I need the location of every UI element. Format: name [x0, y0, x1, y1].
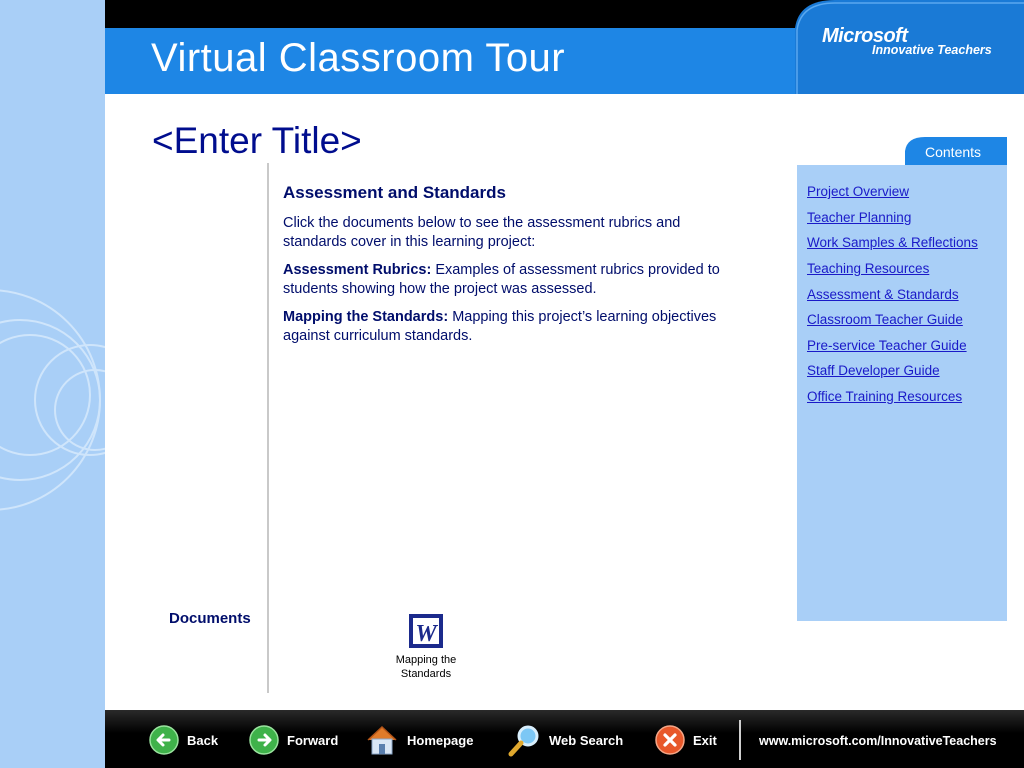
vertical-divider — [267, 163, 269, 693]
microsoft-logo: Microsoft — [822, 25, 908, 47]
homepage-button[interactable] — [365, 722, 473, 758]
exit-x-icon — [655, 725, 685, 755]
web-search-label: Web Search — [549, 732, 624, 748]
mapping-text: Mapping this project’s learning objectives against curriculum standards. — [283, 309, 717, 344]
word-document-icon[interactable] — [409, 614, 443, 648]
brand-subtitle: Innovative Teachers — [872, 43, 992, 57]
search-icon — [507, 723, 541, 757]
back-arrow-icon — [149, 725, 179, 755]
nav-link-project-overview[interactable]: Project Overview — [807, 184, 910, 199]
nav-link-teacher-planning[interactable]: Teacher Planning — [807, 210, 912, 225]
circles-decoration-icon — [0, 0, 105, 768]
nav-link-classroom-teacher-guide[interactable]: Classroom Teacher Guide — [807, 312, 963, 327]
back-label: Back — [187, 732, 219, 748]
web-search-button[interactable] — [507, 722, 623, 758]
footer-separator — [739, 720, 741, 760]
banner-title: Virtual Classroom Tour — [151, 36, 566, 80]
svg-text:W: W — [415, 621, 437, 647]
home-icon — [365, 724, 399, 756]
caption-line-1: Mapping the — [395, 654, 457, 666]
forward-arrow-icon — [249, 725, 279, 755]
nav-link-office-training-resources[interactable]: Office Training Resources — [807, 389, 963, 404]
rubrics-label: Assessment Rubrics: — [283, 262, 432, 278]
page-title: <Enter Title> — [152, 120, 362, 161]
documents-label: Documents — [169, 610, 251, 627]
forward-label: Forward — [287, 732, 339, 748]
nav-link-work-samples[interactable]: Work Samples & Reflections — [807, 235, 978, 250]
mapping-label: Mapping the Standards: — [283, 309, 449, 325]
nav-link-teaching-resources[interactable]: Teaching Resources — [807, 261, 930, 276]
intro-paragraph: Click the documents below to see the assessment rubrics and standards cover in this learning project: — [283, 215, 681, 250]
rubrics-text: Examples of assessment rubrics provided to students showing how the project was assessed. — [283, 262, 720, 297]
contents-tab-label: Contents — [925, 144, 982, 160]
back-button[interactable] — [149, 722, 218, 758]
mapping-paragraph — [283, 308, 748, 346]
rubrics-paragraph — [283, 261, 748, 299]
homepage-label: Homepage — [407, 732, 474, 748]
left-decorative-band — [0, 0, 105, 768]
forward-button[interactable] — [249, 722, 338, 758]
caption-line-2: Standards — [400, 668, 452, 680]
nav-link-preservice-teacher-guide[interactable]: Pre-service Teacher Guide — [807, 338, 967, 353]
microsoft-url-link[interactable]: www.microsoft.com/InnovativeTeachers — [759, 734, 997, 748]
word-document-caption[interactable] — [381, 653, 471, 681]
nav-link-staff-developer-guide[interactable]: Staff Developer Guide — [807, 363, 940, 378]
exit-label: Exit — [693, 732, 717, 748]
nav-link-assessment-standards[interactable]: Assessment & Standards — [807, 287, 959, 302]
section-title: Assessment and Standards — [283, 183, 506, 202]
exit-button[interactable] — [655, 722, 717, 758]
